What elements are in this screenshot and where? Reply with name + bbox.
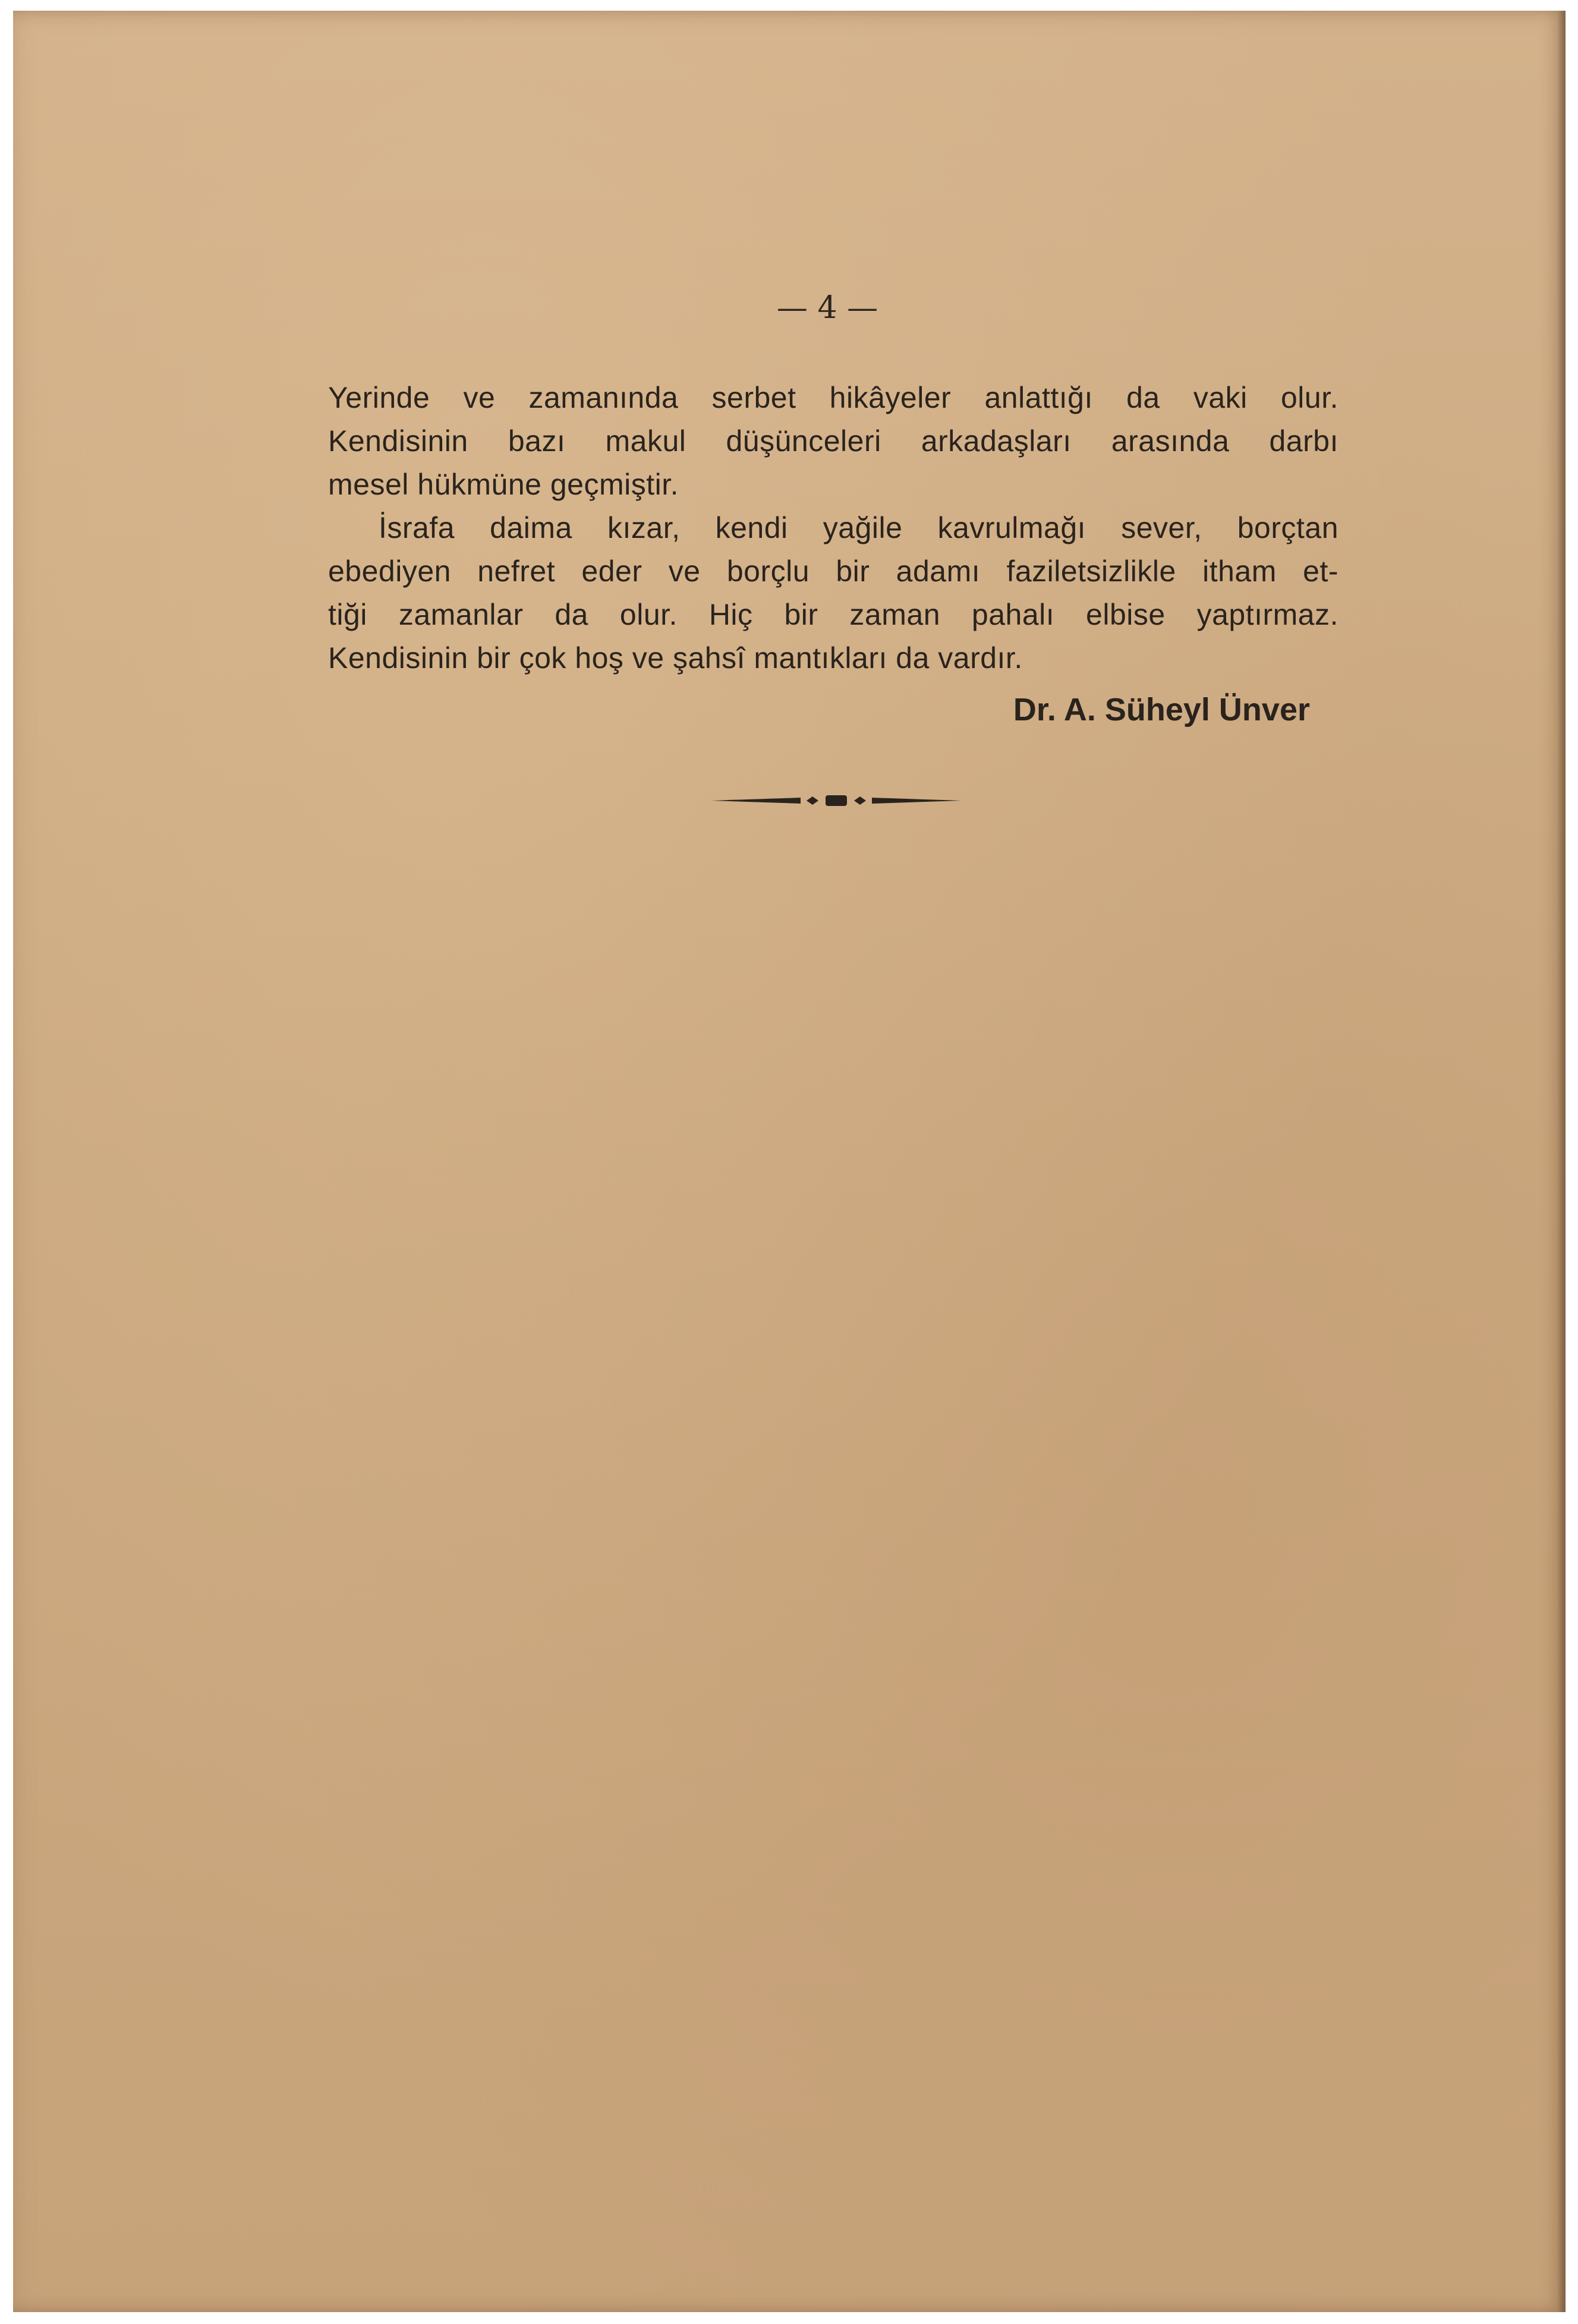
page-number: — 4 — <box>776 290 878 326</box>
paragraph-1-line-1: Yerinde ve zamanında serbet hikâyeler anlattığı da vaki olur. <box>328 381 1338 414</box>
body-text <box>328 376 1338 680</box>
paragraph-2-line-1: İsrafa daima kızar, kendi yağile kavrulmağı sever, borçtan <box>379 511 1338 544</box>
author-signature: Dr. A. Süheyl Ünver <box>1013 692 1310 728</box>
page-edge-shadow <box>1557 11 1566 2312</box>
paper-page <box>13 11 1566 2312</box>
paragraph-2-line-3: tiği zamanlar da olur. Hiç bir zaman pahalı elbise yaptırmaz. <box>328 598 1338 631</box>
paragraph-1-line-3: mesel hükmüne geçmiştir. <box>328 468 679 501</box>
ornament-divider-icon <box>711 791 961 811</box>
paragraph-2-line-4: Kendisinin bir çok hoş ve şahsî mantıkları da vardır. <box>328 641 1023 675</box>
paragraph-2-line-2: ebediyen nefret eder ve borçlu bir adamı faziletsizlikle itham et- <box>328 555 1338 588</box>
paragraph-1-line-2: Kendisinin bazı makul düşünceleri arkadaşları arasında darbı <box>328 424 1338 458</box>
